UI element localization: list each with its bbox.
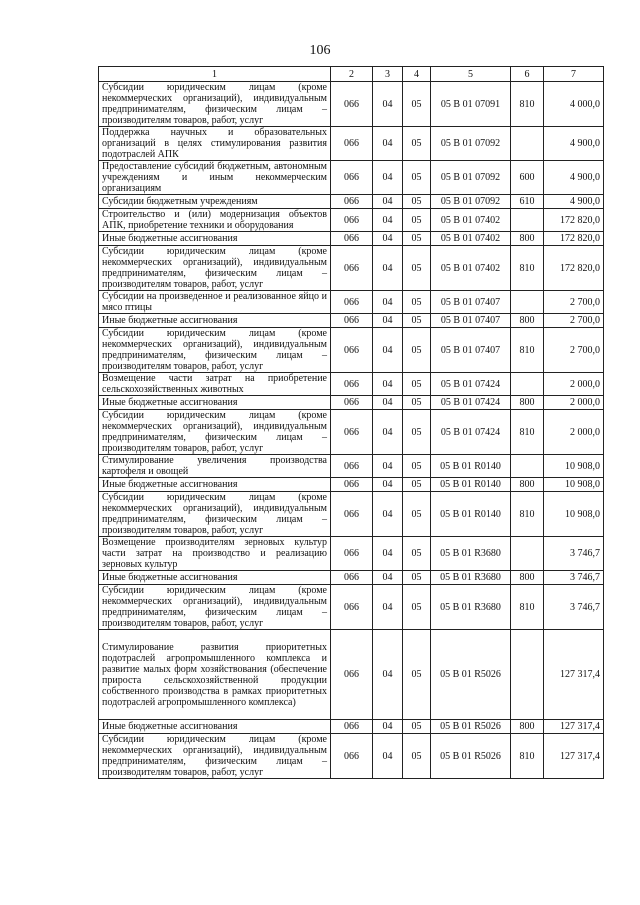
row-expense-type: 600: [511, 161, 544, 195]
row-name: Субсидии юридическим лицам (кроме некоммерческих организаций), индивидуальным предпринимателям, физическим лицам – производителям товаров, работ, услуг: [99, 246, 331, 291]
row-admin-code: 066: [331, 396, 373, 410]
row-admin-code: 066: [331, 328, 373, 373]
row-target-article: 05 В 01 R5026: [431, 734, 511, 779]
row-subsection: 05: [403, 585, 431, 630]
row-target-article: 05 В 01 07092: [431, 195, 511, 209]
row-amount: 2 000,0: [544, 410, 604, 455]
table-row: [99, 246, 604, 291]
row-target-article: 05 В 01 07402: [431, 246, 511, 291]
row-target-article: 05 В 01 R0140: [431, 478, 511, 492]
row-name: Строительство и (или) модернизация объектов АПК, приобретение техники и оборудования: [99, 209, 331, 232]
row-expense-type: 800: [511, 314, 544, 328]
row-expense-type: [511, 127, 544, 161]
row-section: 04: [373, 314, 403, 328]
row-name: Субсидии юридическим лицам (кроме некоммерческих организаций), индивидуальным предпринимателям, физическим лицам – производителям товаров, работ, услуг: [99, 492, 331, 537]
table-row: [99, 630, 604, 720]
row-section: 04: [373, 209, 403, 232]
table-row: [99, 314, 604, 328]
row-admin-code: 066: [331, 195, 373, 209]
row-amount: 3 746,7: [544, 585, 604, 630]
row-section: 04: [373, 720, 403, 734]
row-expense-type: 800: [511, 478, 544, 492]
row-subsection: 05: [403, 734, 431, 779]
row-amount: 127 317,4: [544, 630, 604, 720]
row-subsection: 05: [403, 410, 431, 455]
row-section: 04: [373, 246, 403, 291]
table-row: [99, 373, 604, 396]
row-expense-type: 810: [511, 246, 544, 291]
row-subsection: 05: [403, 246, 431, 291]
col-header-1: 1: [99, 67, 331, 82]
row-admin-code: 066: [331, 571, 373, 585]
table-row: [99, 161, 604, 195]
table-row: [99, 195, 604, 209]
row-name: Поддержка научных и образовательных организаций в целях стимулирования развития подотраслей АПК: [99, 127, 331, 161]
row-admin-code: 066: [331, 585, 373, 630]
row-expense-type: 810: [511, 734, 544, 779]
col-header-3: 3: [373, 67, 403, 82]
row-subsection: 05: [403, 630, 431, 720]
row-section: 04: [373, 195, 403, 209]
table-row: [99, 478, 604, 492]
row-admin-code: 066: [331, 232, 373, 246]
row-admin-code: 066: [331, 720, 373, 734]
row-name: Субсидии юридическим лицам (кроме некоммерческих организаций), индивидуальным предпринимателям, физическим лицам – производителям товаров, работ, услуг: [99, 410, 331, 455]
row-name: Иные бюджетные ассигнования: [99, 478, 331, 492]
row-section: 04: [373, 328, 403, 373]
row-subsection: 05: [403, 373, 431, 396]
row-section: 04: [373, 291, 403, 314]
table-row: [99, 537, 604, 571]
row-admin-code: 066: [331, 246, 373, 291]
row-subsection: 05: [403, 720, 431, 734]
row-subsection: 05: [403, 127, 431, 161]
row-name: Возмещение производителям зерновых культур части затрат на производство и реализацию зерновых культур: [99, 537, 331, 571]
row-target-article: 05 В 01 07407: [431, 314, 511, 328]
row-subsection: 05: [403, 232, 431, 246]
budget-table: [98, 66, 604, 779]
row-amount: 172 820,0: [544, 232, 604, 246]
row-target-article: 05 В 01 R5026: [431, 630, 511, 720]
row-expense-type: 810: [511, 82, 544, 127]
row-name: Стимулирование развития приоритетных подотраслей агропромышленного комплекса и развитие малых форм хозяйствования (обеспечение прироста сельскохозяйственной продукции собственного производства в рамках приоритетных подотраслей агропромышленного комплекса): [99, 630, 331, 720]
row-name: Субсидии юридическим лицам (кроме некоммерческих организаций), индивидуальным предпринимателям, физическим лицам – производителям товаров, работ, услуг: [99, 82, 331, 127]
table-body: [99, 82, 604, 779]
row-expense-type: 800: [511, 396, 544, 410]
row-subsection: 05: [403, 291, 431, 314]
row-subsection: 05: [403, 478, 431, 492]
row-target-article: 05 В 01 07402: [431, 232, 511, 246]
row-name: Субсидии юридическим лицам (кроме некоммерческих организаций), индивидуальным предпринимателям, физическим лицам – производителям товаров, работ, услуг: [99, 734, 331, 779]
row-target-article: 05 В 01 07407: [431, 328, 511, 373]
row-name: Субсидии бюджетным учреждениям: [99, 195, 331, 209]
row-section: 04: [373, 410, 403, 455]
row-admin-code: 066: [331, 492, 373, 537]
row-name: Субсидии юридическим лицам (кроме некоммерческих организаций), индивидуальным предпринимателям, физическим лицам – производителям товаров, работ, услуг: [99, 328, 331, 373]
row-admin-code: 066: [331, 291, 373, 314]
row-target-article: 05 В 01 07091: [431, 82, 511, 127]
col-header-7: 7: [544, 67, 604, 82]
row-admin-code: 066: [331, 127, 373, 161]
table-row: [99, 492, 604, 537]
row-amount: 172 820,0: [544, 209, 604, 232]
row-expense-type: 800: [511, 232, 544, 246]
row-target-article: 05 В 01 R0140: [431, 492, 511, 537]
row-admin-code: 066: [331, 734, 373, 779]
row-amount: 2 700,0: [544, 314, 604, 328]
table-row: [99, 209, 604, 232]
row-section: 04: [373, 232, 403, 246]
table-row: [99, 585, 604, 630]
row-amount: 10 908,0: [544, 455, 604, 478]
row-admin-code: 066: [331, 537, 373, 571]
row-expense-type: [511, 291, 544, 314]
row-subsection: 05: [403, 396, 431, 410]
table-row: [99, 127, 604, 161]
row-target-article: 05 В 01 R3680: [431, 537, 511, 571]
table-row: [99, 720, 604, 734]
row-subsection: 05: [403, 492, 431, 537]
col-header-4: 4: [403, 67, 431, 82]
row-section: 04: [373, 396, 403, 410]
table-row: [99, 232, 604, 246]
table-row: [99, 734, 604, 779]
row-subsection: 05: [403, 455, 431, 478]
row-section: 04: [373, 630, 403, 720]
row-target-article: 05 В 01 07424: [431, 396, 511, 410]
row-section: 04: [373, 373, 403, 396]
row-amount: 4 000,0: [544, 82, 604, 127]
row-name: Возмещение части затрат на приобретение сельскохозяйственных животных: [99, 373, 331, 396]
row-expense-type: [511, 209, 544, 232]
row-admin-code: 066: [331, 630, 373, 720]
row-amount: 4 900,0: [544, 127, 604, 161]
col-header-5: 5: [431, 67, 511, 82]
row-subsection: 05: [403, 328, 431, 373]
row-expense-type: [511, 630, 544, 720]
row-amount: 4 900,0: [544, 195, 604, 209]
row-section: 04: [373, 492, 403, 537]
row-amount: 127 317,4: [544, 734, 604, 779]
header-row: [99, 67, 604, 82]
page-number: 106: [309, 43, 331, 58]
row-section: 04: [373, 537, 403, 571]
table-row: [99, 455, 604, 478]
row-admin-code: 066: [331, 82, 373, 127]
row-amount: 10 908,0: [544, 492, 604, 537]
row-subsection: 05: [403, 571, 431, 585]
row-section: 04: [373, 734, 403, 779]
row-target-article: 05 В 01 07424: [431, 410, 511, 455]
row-target-article: 05 В 01 07092: [431, 161, 511, 195]
row-expense-type: 810: [511, 328, 544, 373]
row-name: Иные бюджетные ассигнования: [99, 232, 331, 246]
row-section: 04: [373, 161, 403, 195]
row-subsection: 05: [403, 537, 431, 571]
row-admin-code: 066: [331, 314, 373, 328]
row-section: 04: [373, 127, 403, 161]
row-subsection: 05: [403, 195, 431, 209]
row-admin-code: 066: [331, 209, 373, 232]
table-row: [99, 396, 604, 410]
row-expense-type: 810: [511, 410, 544, 455]
row-name: Иные бюджетные ассигнования: [99, 314, 331, 328]
row-expense-type: 800: [511, 571, 544, 585]
row-name: Субсидии на произведенное и реализованное яйцо и мясо птицы: [99, 291, 331, 314]
row-admin-code: 066: [331, 478, 373, 492]
row-expense-type: 810: [511, 585, 544, 630]
row-expense-type: 800: [511, 720, 544, 734]
row-name: Субсидии юридическим лицам (кроме некоммерческих организаций), индивидуальным предпринимателям, физическим лицам – производителям товаров, работ, услуг: [99, 585, 331, 630]
row-amount: 172 820,0: [544, 246, 604, 291]
row-name: Иные бюджетные ассигнования: [99, 720, 331, 734]
row-target-article: 05 В 01 07407: [431, 291, 511, 314]
row-section: 04: [373, 478, 403, 492]
row-amount: 4 900,0: [544, 161, 604, 195]
row-expense-type: [511, 455, 544, 478]
row-amount: 2 700,0: [544, 328, 604, 373]
row-expense-type: 810: [511, 492, 544, 537]
col-header-6: 6: [511, 67, 544, 82]
table-row: [99, 571, 604, 585]
row-target-article: 05 В 01 07424: [431, 373, 511, 396]
table-row: [99, 291, 604, 314]
row-admin-code: 066: [331, 161, 373, 195]
row-expense-type: 610: [511, 195, 544, 209]
row-subsection: 05: [403, 209, 431, 232]
row-admin-code: 066: [331, 410, 373, 455]
row-amount: 127 317,4: [544, 720, 604, 734]
row-amount: 3 746,7: [544, 571, 604, 585]
row-amount: 10 908,0: [544, 478, 604, 492]
row-target-article: 05 В 01 07092: [431, 127, 511, 161]
row-amount: 2 000,0: [544, 373, 604, 396]
row-target-article: 05 В 01 R3680: [431, 585, 511, 630]
row-admin-code: 066: [331, 373, 373, 396]
table-row: [99, 82, 604, 127]
row-name: Предоставление субсидий бюджетным, автономным учреждениям и иным некоммерческим организациям: [99, 161, 331, 195]
row-amount: 2 700,0: [544, 291, 604, 314]
row-section: 04: [373, 585, 403, 630]
row-name: Стимулирование увеличения производства картофеля и овощей: [99, 455, 331, 478]
row-name: Иные бюджетные ассигнования: [99, 571, 331, 585]
row-expense-type: [511, 537, 544, 571]
row-subsection: 05: [403, 161, 431, 195]
table-row: [99, 410, 604, 455]
row-section: 04: [373, 455, 403, 478]
row-expense-type: [511, 373, 544, 396]
row-section: 04: [373, 571, 403, 585]
row-target-article: 05 В 01 R3680: [431, 571, 511, 585]
row-amount: 3 746,7: [544, 537, 604, 571]
row-target-article: 05 В 01 07402: [431, 209, 511, 232]
row-subsection: 05: [403, 82, 431, 127]
table-row: [99, 328, 604, 373]
row-admin-code: 066: [331, 455, 373, 478]
row-target-article: 05 В 01 R0140: [431, 455, 511, 478]
row-subsection: 05: [403, 314, 431, 328]
row-name: Иные бюджетные ассигнования: [99, 396, 331, 410]
row-section: 04: [373, 82, 403, 127]
col-header-2: 2: [331, 67, 373, 82]
row-amount: 2 000,0: [544, 396, 604, 410]
row-target-article: 05 В 01 R5026: [431, 720, 511, 734]
